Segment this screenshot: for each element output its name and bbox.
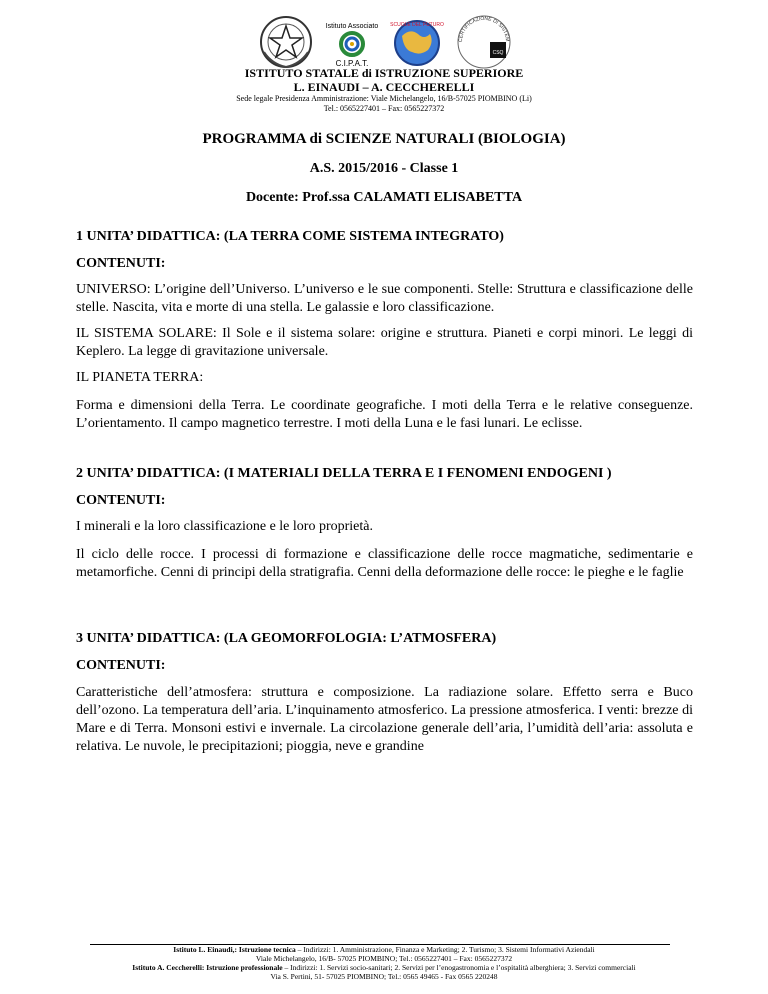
unit-paragraph: Caratteristiche dell’atmosfera: struttura e composizione. La radiazione solare. Effetto serra e Buco dell’ozono. La temperatura dell’aria. L’inquinamento atmosferico. La pressione atmosferica. I venti: brezze di Mare e di Terra. Monsoni estivi e invernale. La circolazione generale dell’aria, l’umidità dell’aria: assoluta e relativa. Le nuvole, le precipitazioni; pioggia, neve e grandine	[76, 685, 693, 754]
footer-line-2: Viale Michelangelo, 16/B- 57025 PIOMBINO; Tel.: 0565227401 – Fax: 0565227372	[255, 954, 513, 963]
cipat-top-text: Istituto Associato	[325, 23, 379, 30]
school-phone: Tel.: 0565227401 – Fax: 0565227372	[323, 104, 445, 113]
cipat-bottom-text: C.I.P.A.T.	[335, 59, 369, 68]
school-names: L. EINAUDI – A. CECCHERELLI	[293, 80, 475, 94]
unit-title: 3 UNITA’ DIDATTICA: (LA GEOMORFOLOGIA: L’ATMOSFERA)	[76, 631, 497, 646]
footer-line-1: Istituto L. Einaudi,: Istruzione tecnica – Indirizzi: 1. Amministrazione, Finanza e Marketing; 2. Turismo; 3. Sistemi Informativi Aziendali	[173, 945, 595, 954]
page-footer	[0, 945, 768, 981]
unit-title: 1 UNITA’ DIDATTICA: (LA TERRA COME SISTEMA INTEGRATO)	[76, 229, 504, 244]
contents-label: CONTENUTI:	[76, 256, 166, 271]
certification-logo-icon	[452, 12, 516, 72]
globe-text: SCUOLE DEL FUTURO	[390, 22, 444, 28]
footer-line-3: Istituto A. Ceccherelli: Istruzione professionale – Indirizzi: 1. Servizi socio-sanitari; 2. Servizi per l’enogastronomia e l’ospitalità alberghiera; 3. Servizi commerciali	[132, 963, 636, 972]
school-name: ISTITUTO STATALE di ISTRUZIONE SUPERIORE	[244, 66, 524, 80]
program-title: PROGRAMMA di SCIENZE NATURALI (BIOLOGIA)	[202, 131, 566, 147]
cert-sub-text: CSQ	[492, 50, 504, 56]
unit-paragraph: UNIVERSO: L’origine dell’Universo. L’universo e le sue componenti. Stelle: Struttura e classificazione delle stelle. Nascita, vita e morte di una stella. Le galassie e loro classificazione.	[76, 282, 693, 315]
contents-label: CONTENUTI:	[76, 658, 166, 673]
school-address: Sede legale Presidenza Amministrazione: Viale Michelangelo, 16/B-57025 PIOMBINO (Li)	[236, 94, 532, 103]
unit-title: 2 UNITA’ DIDATTICA: (I MATERIALI DELLA TERRA E I FENOMENI ENDOGENI )	[76, 466, 612, 481]
unit-paragraph: IL PIANETA TERRA:	[76, 370, 204, 385]
cert-arc-text: CERTIFICAZIONE DI SISTEM	[457, 15, 511, 43]
contents-label: CONTENUTI:	[76, 493, 166, 508]
unit-paragraph: Forma e dimensioni della Terra. Le coordinate geografiche. I moti della Terra e le relative conseguenze. L’orientamento. Il campo magnetico terrestre. I moti della Luna e le fasi lunari. Le eclisse.	[76, 398, 693, 431]
school-year: A.S. 2015/2016 - Classe 1	[309, 161, 459, 176]
italian-emblem-icon	[258, 14, 314, 70]
cipat-logo-icon	[322, 16, 382, 70]
program-content	[76, 228, 693, 756]
footer-line-4: Via S. Pertini, 51- 57025 PIOMBINO; Tel.: 0565 49465 - Fax 0565 220248	[270, 972, 498, 981]
logos-row	[0, 12, 768, 70]
program-title-block	[0, 130, 768, 206]
unit-2	[76, 465, 693, 582]
unit-3	[76, 630, 693, 756]
unit-paragraph: I minerali e la loro classificazione e le loro proprietà.	[76, 519, 373, 534]
institute-header	[0, 66, 768, 114]
globe-logo-icon	[388, 16, 446, 70]
unit-1	[76, 228, 693, 433]
unit-paragraph: IL SISTEMA SOLARE: Il Sole e il sistema solare: origine e struttura. Pianeti e corpi minori. Le leggi di Keplero. La legge di gravitazione universale.	[76, 326, 693, 359]
unit-paragraph: Il ciclo delle rocce. I processi di formazione e classificazione delle rocce magmatiche, sedimentarie e metamorfiche. Cenni di principi della stratigrafia. Cenni della deformazione delle rocce: le pieghe e le faglie	[76, 547, 693, 580]
teacher-name: Docente: Prof.ssa CALAMATI ELISABETTA	[245, 190, 523, 205]
